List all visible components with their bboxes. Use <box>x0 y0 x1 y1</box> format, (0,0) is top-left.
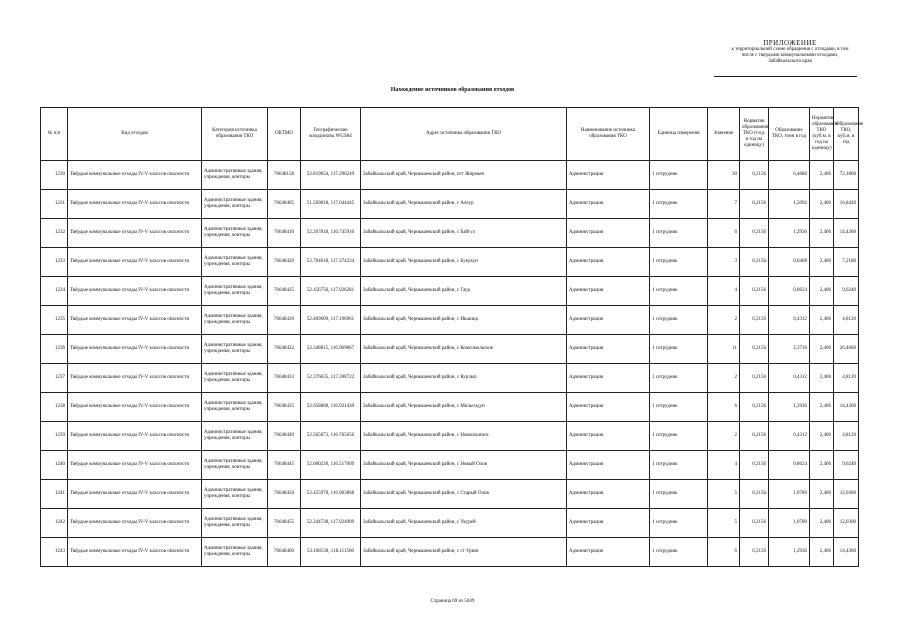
cell-address: Забайкальский край, Чернышевский район, с Гаур <box>361 277 567 306</box>
cell-output-m3: 14,4360 <box>834 393 859 422</box>
cell-value: 6 <box>708 393 740 422</box>
cell-waste-type: Твёрдые коммунальные отходы IV-V классов опасности <box>68 422 202 451</box>
cell-coordinates: 52.819054, 117.296249 <box>301 161 361 190</box>
cell-oktmo: 76648410 <box>268 219 301 248</box>
cell-waste-type: Твёрдые коммунальные отходы IV-V классов опасности <box>68 219 202 248</box>
cell-oktmo: 76648460 <box>268 538 301 567</box>
header-waste-type: Вид отходов <box>68 108 202 161</box>
appendix-line-1: к территориальной схеме обращения с отходами, в том <box>731 47 849 52</box>
cell-output-m3: 26,4660 <box>834 335 859 364</box>
cell-norm-m3: 2,406 <box>810 538 834 567</box>
cell-oktmo: 76648455 <box>268 509 301 538</box>
cell-coordinates: 52.456756, 117.026281 <box>301 277 361 306</box>
cell-oktmo: 76648433 <box>268 364 301 393</box>
cell-oktmo: 76648420 <box>268 248 301 277</box>
cell-output-m3: 4,8120 <box>834 422 859 451</box>
cell-value: 4 <box>708 277 740 306</box>
header-source-name: Наименование источника образования ТКО <box>567 108 650 161</box>
cell-value: 6 <box>708 219 740 248</box>
table-row <box>41 248 859 277</box>
cell-unit: 1 сотрудник <box>650 451 708 480</box>
cell-unit: 1 сотрудник <box>650 219 708 248</box>
cell-output-tons: 0,4312 <box>769 364 810 393</box>
cell-output-m3: 9,6240 <box>834 451 859 480</box>
cell-value: 2 <box>708 364 740 393</box>
cell-source-category: Административные здания, учреждения, конторы <box>202 335 268 364</box>
cell-output-m3: 4,8120 <box>834 364 859 393</box>
document-title: Нахождение источников образования отходов <box>390 87 515 93</box>
cell-norm-m3: 2,406 <box>810 161 834 190</box>
cell-source-category: Административные здания, учреждения, конторы <box>202 393 268 422</box>
sources-table <box>40 107 864 567</box>
cell-waste-type: Твёрдые коммунальные отходы IV-V классов опасности <box>68 161 202 190</box>
cell-source-name: Администрация <box>567 335 650 364</box>
cell-address: Забайкальский край, Чернышевский район, с Букукун <box>361 248 567 277</box>
cell-norm-m3: 2,406 <box>810 219 834 248</box>
cell-source-name: Администрация <box>567 190 650 219</box>
table-row <box>41 451 859 480</box>
cell-norm-tons: 0,2156 <box>740 190 769 219</box>
cell-coordinates: 52.469609, 117.196961 <box>301 306 361 335</box>
cell-source-category: Административные здания, учреждения, конторы <box>202 509 268 538</box>
header-output-m3: Образование ТКО, куб.м. в год <box>834 108 859 161</box>
cell-output-tons: 1,2936 <box>769 219 810 248</box>
cell-coordinates: 52.267818, 116.745910 <box>301 219 361 248</box>
cell-source-category: Административные здания, учреждения, конторы <box>202 422 268 451</box>
cell-source-name: Администрация <box>567 393 650 422</box>
header-address: Адрес источника образования ТКО <box>361 108 567 161</box>
cell-output-m3: 14,4360 <box>834 219 859 248</box>
cell-norm-m3: 2,406 <box>810 277 834 306</box>
cell-norm-tons: 0,2156 <box>740 219 769 248</box>
header-norm-m3: Норматив образования ТКО (куб.м. в год на единицу) <box>810 108 834 161</box>
cell-unit: 1 сотрудник <box>650 248 708 277</box>
cell-index: 1238 <box>41 393 68 422</box>
cell-output-tons: 0,4312 <box>769 422 810 451</box>
cell-oktmo: 76648425 <box>268 277 301 306</box>
cell-norm-tons: 0,2156 <box>740 393 769 422</box>
cell-oktmo: 76648430 <box>268 306 301 335</box>
cell-index: 1235 <box>41 306 68 335</box>
cell-norm-tons: 0,2156 <box>740 451 769 480</box>
cell-source-category: Административные здания, учреждения, конторы <box>202 219 268 248</box>
cell-coordinates: 52.376635, 117.288722 <box>301 364 361 393</box>
appendix-divider <box>714 76 857 77</box>
cell-oktmo: 76648158 <box>268 161 301 190</box>
cell-unit: 1 сотрудник <box>650 393 708 422</box>
cell-coordinates: 51.569818, 117.044445 <box>301 190 361 219</box>
cell-index: 1231 <box>41 190 68 219</box>
cell-waste-type: Твёрдые коммунальные отходы IV-V классов опасности <box>68 248 202 277</box>
cell-norm-tons: 0,2156 <box>740 306 769 335</box>
cell-source-name: Администрация <box>567 161 650 190</box>
cell-source-category: Административные здания, учреждения, конторы <box>202 248 268 277</box>
cell-unit: 1 сотрудник <box>650 306 708 335</box>
cell-value: 2 <box>708 306 740 335</box>
cell-output-m3: 7,2180 <box>834 248 859 277</box>
cell-norm-m3: 2,406 <box>810 480 834 509</box>
cell-unit: 1 сотрудник <box>650 161 708 190</box>
cell-unit: 1 сотрудник <box>650 277 708 306</box>
cell-index: 1243 <box>41 538 68 567</box>
cell-norm-m3: 2,406 <box>810 393 834 422</box>
cell-output-m3: 16,8420 <box>834 190 859 219</box>
header-output-tons: Образование ТКО, тонн в год <box>769 108 810 161</box>
cell-coordinates: 52.565873, 116.765656 <box>301 422 361 451</box>
header-unit: Единица измерения <box>650 108 708 161</box>
cell-unit: 1 сотрудник <box>650 480 708 509</box>
cell-index: 1230 <box>41 161 68 190</box>
cell-address: Забайкальский край, Чернышевский район, с ст Урюм <box>361 538 567 567</box>
cell-norm-tons: 0,2156 <box>740 248 769 277</box>
cell-output-tons: 1,2936 <box>769 393 810 422</box>
cell-index: 1240 <box>41 451 68 480</box>
table-row <box>41 538 859 567</box>
cell-norm-tons: 0,2156 <box>740 161 769 190</box>
cell-address: Забайкальский край, Чернышевский район, с Икшица <box>361 306 567 335</box>
header-coordinates: Географические координаты WGS84 <box>301 108 361 161</box>
cell-oktmo: 76648445 <box>268 451 301 480</box>
cell-norm-tons: 0,2156 <box>740 277 769 306</box>
appendix-line-3: Забайкальского края <box>768 59 812 64</box>
cell-index: 1241 <box>41 480 68 509</box>
cell-value: 30 <box>708 161 740 190</box>
cell-value: 5 <box>708 509 740 538</box>
cell-output-tons: 0,6468 <box>769 248 810 277</box>
cell-waste-type: Твёрдые коммунальные отходы IV-V классов опасности <box>68 480 202 509</box>
table-header-row <box>41 108 859 161</box>
cell-address: Забайкальский край, Чернышевский район, пгт Жирекен <box>361 161 567 190</box>
cell-oktmo: 76648435 <box>268 393 301 422</box>
cell-value: 11 <box>708 335 740 364</box>
cell-source-name: Администрация <box>567 509 650 538</box>
cell-oktmo: 76648440 <box>268 422 301 451</box>
cell-source-category: Административные здания, учреждения, конторы <box>202 190 268 219</box>
cell-address: Забайкальский край, Чернышевский район, с Укурей <box>361 509 567 538</box>
cell-norm-m3: 2,406 <box>810 364 834 393</box>
table-row <box>41 393 859 422</box>
cell-coordinates: 52.348815, 116.969067 <box>301 335 361 364</box>
cell-output-tons: 0,8624 <box>769 451 810 480</box>
cell-norm-m3: 2,406 <box>810 335 834 364</box>
cell-coordinates: 52.704618, 117.274234 <box>301 248 361 277</box>
cell-source-name: Администрация <box>567 306 650 335</box>
cell-unit: 1 сотрудник <box>650 364 708 393</box>
cell-unit: 1 сотрудник <box>650 335 708 364</box>
cell-norm-m3: 2,406 <box>810 248 834 277</box>
cell-unit: 1 сотрудник <box>650 422 708 451</box>
cell-value: 2 <box>708 422 740 451</box>
cell-output-m3: 4,8120 <box>834 306 859 335</box>
cell-norm-tons: 0,2156 <box>740 538 769 567</box>
cell-waste-type: Твёрдые коммунальные отходы IV-V классов опасности <box>68 509 202 538</box>
cell-output-tons: 0,8624 <box>769 277 810 306</box>
cell-index: 1234 <box>41 277 68 306</box>
cell-waste-type: Твёрдые коммунальные отходы IV-V классов опасности <box>68 190 202 219</box>
cell-norm-tons: 0,2156 <box>740 422 769 451</box>
cell-source-category: Административные здания, учреждения, конторы <box>202 538 268 567</box>
cell-coordinates: 52.455970, 116.963868 <box>301 480 361 509</box>
cell-norm-tons: 0,2156 <box>740 335 769 364</box>
table-body <box>41 161 859 567</box>
cell-oktmo: 76648450 <box>268 480 301 509</box>
header-value: Значение <box>708 108 740 161</box>
cell-source-category: Административные здания, учреждения, конторы <box>202 451 268 480</box>
cell-output-tons: 1,5092 <box>769 190 810 219</box>
page-number: Страница 69 из 5049 <box>430 599 475 604</box>
cell-output-tons: 1,0780 <box>769 509 810 538</box>
cell-norm-tons: 0,2156 <box>740 364 769 393</box>
cell-output-m3: 12,0300 <box>834 480 859 509</box>
header-index: № п/п <box>41 108 68 161</box>
cell-source-name: Администрация <box>567 451 650 480</box>
cell-waste-type: Твёрдые коммунальные отходы IV-V классов опасности <box>68 306 202 335</box>
cell-address: Забайкальский край, Чернышевский район, с Курлыч <box>361 364 567 393</box>
cell-waste-type: Твёрдые коммунальные отходы IV-V классов опасности <box>68 335 202 364</box>
cell-output-tons: 2,3716 <box>769 335 810 364</box>
cell-index: 1236 <box>41 335 68 364</box>
cell-address: Забайкальский край, Чернышевский район, с Новый Олов <box>361 451 567 480</box>
cell-index: 1233 <box>41 248 68 277</box>
cell-output-m3: 9,6240 <box>834 277 859 306</box>
cell-source-name: Администрация <box>567 277 650 306</box>
cell-norm-tons: 0,2156 <box>740 480 769 509</box>
table-row <box>41 219 859 248</box>
cell-address: Забайкальский край, Чернышевский район, с Алеур <box>361 190 567 219</box>
cell-norm-m3: 2,406 <box>810 422 834 451</box>
table-row <box>41 306 859 335</box>
cell-index: 1239 <box>41 422 68 451</box>
cell-waste-type: Твёрдые коммунальные отходы IV-V классов опасности <box>68 393 202 422</box>
cell-index: 1232 <box>41 219 68 248</box>
cell-address: Забайкальский край, Чернышевский район, с Мильгидун <box>361 393 567 422</box>
cell-value: 3 <box>708 248 740 277</box>
cell-value: 7 <box>708 190 740 219</box>
cell-norm-m3: 2,406 <box>810 451 834 480</box>
cell-index: 1242 <box>41 509 68 538</box>
table-row <box>41 422 859 451</box>
cell-source-name: Администрация <box>567 480 650 509</box>
cell-oktmo: 76648432 <box>268 335 301 364</box>
appendix-line-2: числе с твердыми коммунальными отходами, <box>741 53 839 58</box>
cell-source-name: Администрация <box>567 422 650 451</box>
cell-unit: 1 сотрудник <box>650 190 708 219</box>
cell-norm-m3: 2,406 <box>810 190 834 219</box>
table-row <box>41 335 859 364</box>
cell-output-tons: 1,2936 <box>769 538 810 567</box>
table-row <box>41 277 859 306</box>
cell-norm-m3: 2,406 <box>810 306 834 335</box>
cell-output-m3: 72,1800 <box>834 161 859 190</box>
cell-coordinates: 52.600230, 116.517609 <box>301 451 361 480</box>
cell-waste-type: Твёрдые коммунальные отходы IV-V классов опасности <box>68 451 202 480</box>
cell-unit: 1 сотрудник <box>650 509 708 538</box>
cell-waste-type: Твёрдые коммунальные отходы IV-V классов опасности <box>68 538 202 567</box>
cell-source-category: Административные здания, учреждения, конторы <box>202 306 268 335</box>
cell-norm-tons: 0,2156 <box>740 509 769 538</box>
cell-output-m3: 14,4360 <box>834 538 859 567</box>
cell-value: 5 <box>708 480 740 509</box>
header-oktmo: ОКТМО <box>268 108 301 161</box>
cell-source-name: Администрация <box>567 219 650 248</box>
cell-source-category: Административные здания, учреждения, конторы <box>202 277 268 306</box>
cell-source-name: Администрация <box>567 248 650 277</box>
table-row <box>41 161 859 190</box>
cell-address: Забайкальский край, Чернышевский район, с Комсомольское <box>361 335 567 364</box>
cell-address: Забайкальский край, Чернышевский район, с Старый Олов <box>361 480 567 509</box>
cell-value: 4 <box>708 451 740 480</box>
cell-source-category: Административные здания, учреждения, конторы <box>202 480 268 509</box>
cell-source-name: Администрация <box>567 538 650 567</box>
cell-coordinates: 53.168130, 118.111560 <box>301 538 361 567</box>
cell-output-tons: 0,4312 <box>769 306 810 335</box>
cell-output-tons: 6,4680 <box>769 161 810 190</box>
cell-index: 1237 <box>41 364 68 393</box>
cell-unit: 1 сотрудник <box>650 538 708 567</box>
cell-oktmo: 76648405 <box>268 190 301 219</box>
cell-address: Забайкальский край, Чернышевский район, с Байгул <box>361 219 567 248</box>
cell-address: Забайкальский край, Чернышевский район, с Новоильинск <box>361 422 567 451</box>
cell-coordinates: 52.244738, 117.024909 <box>301 509 361 538</box>
table-row <box>41 364 859 393</box>
table-row <box>41 509 859 538</box>
cell-output-tons: 1,0780 <box>769 480 810 509</box>
table-row <box>41 190 859 219</box>
appendix-title: ПРИЛОЖЕНИЕ <box>763 39 817 47</box>
cell-source-category: Административные здания, учреждения, конторы <box>202 364 268 393</box>
cell-waste-type: Твёрдые коммунальные отходы IV-V классов опасности <box>68 364 202 393</box>
appendix-block <box>700 40 880 65</box>
cell-norm-m3: 2,406 <box>810 509 834 538</box>
header-source-category: Категория источника образования ТКО <box>202 108 268 161</box>
cell-coordinates: 52.658808, 116.921430 <box>301 393 361 422</box>
header-norm-tons: Норматив образования ТКО (т/ед. в год на единицу) <box>740 108 769 161</box>
cell-waste-type: Твёрдые коммунальные отходы IV-V классов опасности <box>68 277 202 306</box>
cell-value: 6 <box>708 538 740 567</box>
cell-source-category: Административные здания, учреждения, конторы <box>202 161 268 190</box>
cell-source-name: Администрация <box>567 364 650 393</box>
cell-output-m3: 12,0300 <box>834 509 859 538</box>
table-row <box>41 480 859 509</box>
